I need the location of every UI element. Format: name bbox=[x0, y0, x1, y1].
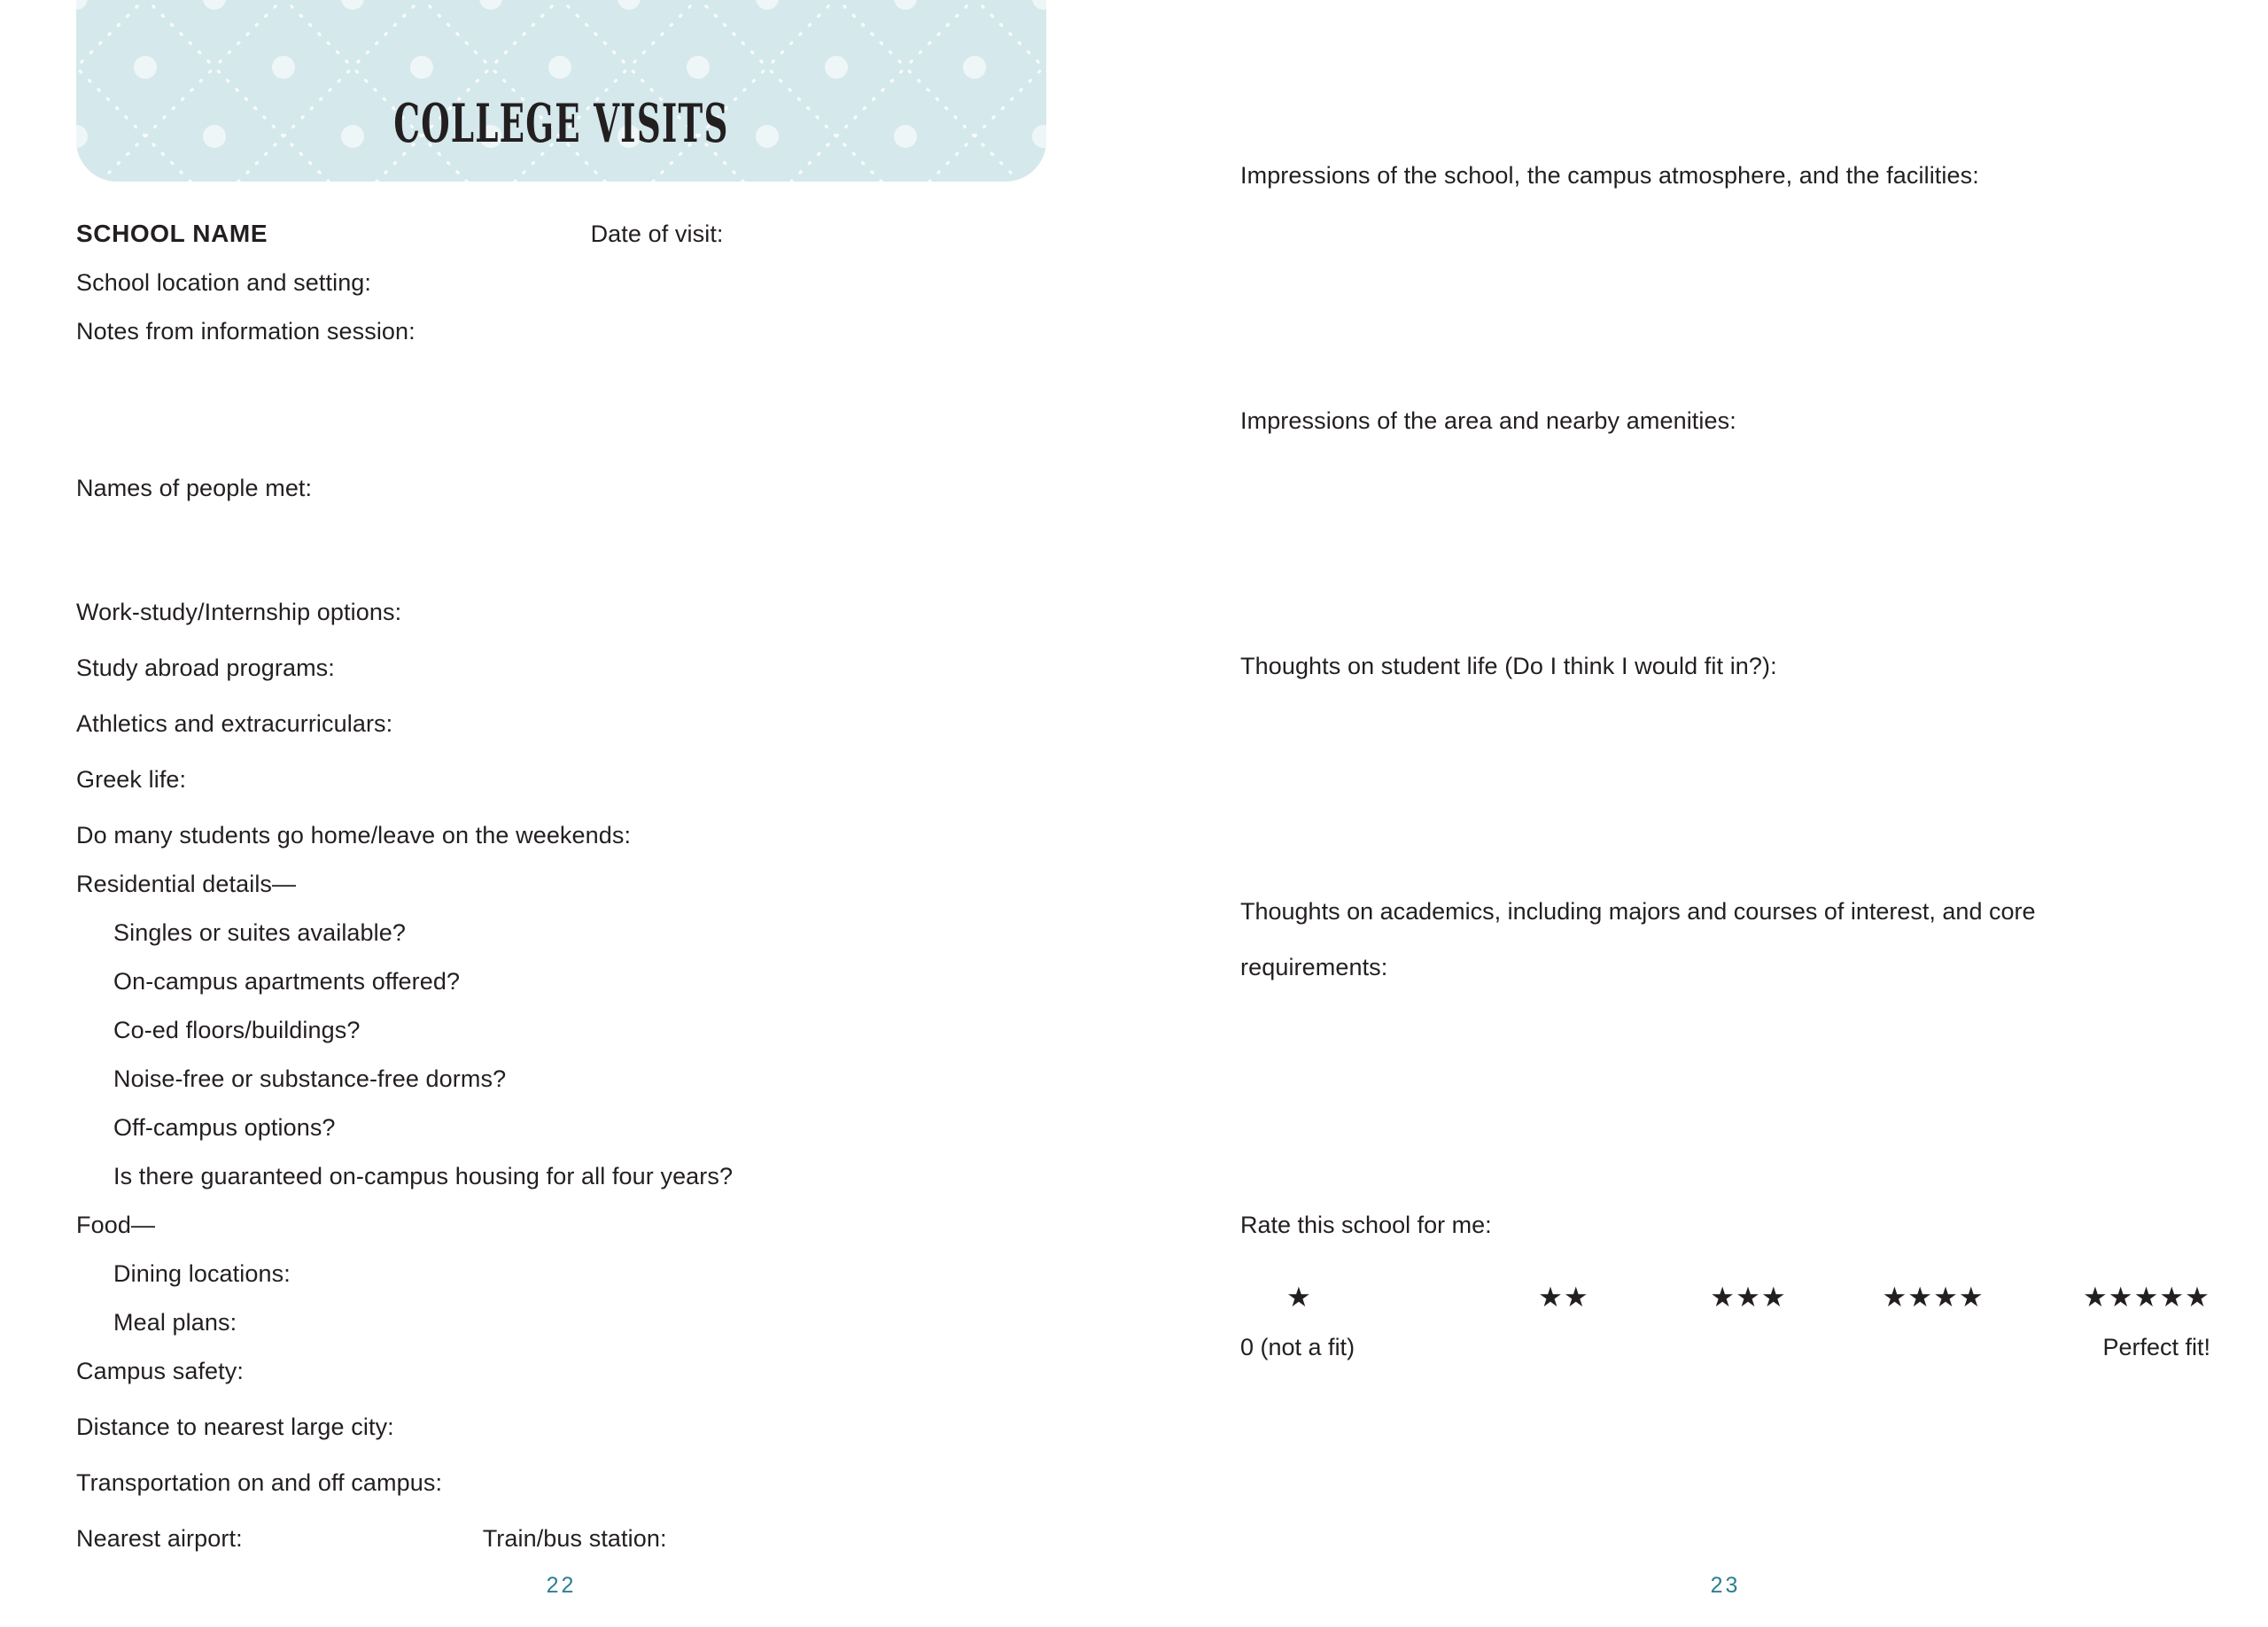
impressions-area-line-4[interactable] bbox=[1240, 552, 2210, 553]
field-row-notes-info-session bbox=[76, 320, 1046, 344]
field-row-residential-1 bbox=[76, 970, 1046, 994]
transportation-input[interactable] bbox=[447, 1485, 1046, 1486]
residential-item-2-input[interactable] bbox=[365, 1033, 1046, 1034]
student-life-label: Thoughts on student life (Do I think I would fit in?): bbox=[1240, 653, 1777, 679]
distance-city-input[interactable] bbox=[400, 1429, 1046, 1430]
train-bus-input[interactable] bbox=[672, 1541, 1046, 1542]
names-people-met-label: Names of people met: bbox=[76, 475, 313, 501]
work-study-label: Work-study/Internship options: bbox=[76, 599, 402, 625]
field-row-distance-city bbox=[76, 1415, 1046, 1439]
impressions-school-input[interactable] bbox=[1984, 178, 2210, 179]
campus-safety-label: Campus safety: bbox=[76, 1358, 244, 1384]
athletics-label: Athletics and extracurriculars: bbox=[76, 710, 393, 737]
names-people-met-input[interactable] bbox=[317, 491, 1046, 492]
student-life-input[interactable] bbox=[1783, 669, 2210, 670]
date-of-visit-label: Date of visit: bbox=[590, 221, 724, 247]
student-life-line-3[interactable] bbox=[1240, 757, 2210, 758]
field-row-airport-station bbox=[76, 1527, 1046, 1551]
work-study-input[interactable] bbox=[407, 615, 1046, 616]
spacer bbox=[1240, 870, 2210, 900]
field-row-residential-0 bbox=[76, 921, 1046, 945]
school-location-label: School location and setting: bbox=[76, 269, 372, 296]
weekends-label: Do many students go home/leave on the weekends: bbox=[76, 822, 632, 848]
residential-item-0-label: Singles or suites available? bbox=[113, 919, 406, 946]
residential-item-3-label: Noise-free or substance-free dorms? bbox=[113, 1065, 507, 1092]
field-row-impressions-school bbox=[1240, 164, 2210, 188]
distance-city-label: Distance to nearest large city: bbox=[76, 1414, 394, 1440]
field-row-school-location bbox=[76, 271, 1046, 295]
residential-details-heading bbox=[76, 872, 1046, 896]
spacer bbox=[76, 583, 1046, 600]
impressions-school-line-4[interactable] bbox=[1240, 306, 2210, 307]
food-item-0-input[interactable] bbox=[296, 1276, 1046, 1277]
right-page bbox=[1240, 0, 2210, 1361]
field-row-school-name bbox=[76, 221, 1046, 246]
food-item-0-label: Dining locations: bbox=[113, 1260, 291, 1287]
rating-option-1-star[interactable]: ★ bbox=[1286, 1282, 1312, 1313]
greek-life-input[interactable] bbox=[191, 782, 1046, 783]
residential-item-0-input[interactable] bbox=[411, 935, 1046, 936]
impressions-area-line-5[interactable] bbox=[1240, 592, 2210, 593]
residential-item-3-input[interactable] bbox=[511, 1081, 1046, 1082]
campus-safety-input[interactable] bbox=[249, 1374, 1046, 1375]
athletics-input[interactable] bbox=[398, 726, 1046, 727]
nearest-airport-input[interactable] bbox=[248, 1541, 483, 1542]
food-item-1-input[interactable] bbox=[242, 1325, 1046, 1326]
field-row-impressions-area bbox=[1240, 409, 2210, 433]
field-row-names-people-met bbox=[76, 476, 1046, 500]
field-row-residential-2 bbox=[76, 1019, 1046, 1042]
field-row-greek-life bbox=[76, 768, 1046, 792]
field-row-work-study bbox=[76, 600, 1046, 624]
food-heading bbox=[76, 1213, 1046, 1237]
notes-info-session-label: Notes from information session: bbox=[76, 318, 416, 345]
residential-details-label: Residential details— bbox=[76, 871, 297, 897]
academics-heading bbox=[1240, 900, 2210, 980]
field-row-athletics bbox=[76, 712, 1046, 736]
field-row-residential-3 bbox=[76, 1067, 1046, 1091]
academics-label-line2: requirements: bbox=[1240, 954, 1388, 980]
study-abroad-label: Study abroad programs: bbox=[76, 655, 335, 681]
residential-item-5-input[interactable] bbox=[738, 1179, 1046, 1180]
spacer bbox=[1240, 624, 2210, 655]
residential-item-2-label: Co-ed floors/buildings? bbox=[113, 1017, 361, 1043]
transportation-label: Transportation on and off campus: bbox=[76, 1469, 443, 1496]
page-number-right: 23 bbox=[1710, 1573, 1741, 1598]
residential-item-5-label: Is there guaranteed on-campus housing for all four years? bbox=[113, 1163, 734, 1189]
school-name-input[interactable] bbox=[273, 236, 590, 237]
left-page bbox=[76, 0, 1046, 1551]
academics-input[interactable] bbox=[1393, 970, 2210, 971]
train-bus-label: Train/bus station: bbox=[482, 1525, 667, 1552]
weekends-input[interactable] bbox=[636, 838, 1046, 839]
residential-item-4-label: Off-campus options? bbox=[113, 1114, 336, 1141]
impressions-school-label: Impressions of the school, the campus atmosphere, and the facilities: bbox=[1240, 162, 1979, 189]
study-abroad-input[interactable] bbox=[340, 670, 1046, 671]
field-row-study-abroad bbox=[76, 656, 1046, 680]
impressions-area-line-3[interactable] bbox=[1240, 512, 2210, 513]
residential-item-1-input[interactable] bbox=[465, 984, 1046, 985]
date-of-visit-input[interactable] bbox=[729, 236, 1046, 237]
field-row-residential-5 bbox=[76, 1165, 1046, 1189]
nearest-airport-label: Nearest airport: bbox=[76, 1525, 243, 1552]
rating-option-3-star[interactable]: ★★★ bbox=[1710, 1282, 1787, 1313]
field-row-transportation bbox=[76, 1471, 1046, 1495]
rating-label: Rate this school for me: bbox=[1240, 1212, 1492, 1238]
school-name-label: SCHOOL NAME bbox=[76, 220, 268, 247]
student-life-line-2[interactable] bbox=[1240, 717, 2210, 718]
rating-stars-row bbox=[1240, 1283, 2210, 1311]
residential-item-1-label: On-campus apartments offered? bbox=[113, 968, 461, 995]
rating-end-labels bbox=[1240, 1334, 2210, 1361]
academics-line-5[interactable] bbox=[1240, 1138, 2210, 1139]
field-row-food-0 bbox=[76, 1262, 1046, 1286]
spacer bbox=[76, 459, 1046, 476]
impressions-area-label: Impressions of the area and nearby amenities: bbox=[1240, 407, 1736, 434]
school-location-input[interactable] bbox=[377, 285, 1046, 286]
page-number-left: 22 bbox=[546, 1573, 577, 1598]
spacer bbox=[1240, 379, 2210, 409]
field-row-food-1 bbox=[76, 1311, 1046, 1335]
student-life-line-5[interactable] bbox=[1240, 837, 2210, 838]
greek-life-label: Greek life: bbox=[76, 766, 187, 793]
field-row-residential-4 bbox=[76, 1116, 1046, 1140]
rating-option-4-star[interactable]: ★★★★ bbox=[1882, 1282, 1984, 1313]
impressions-school-line-2[interactable] bbox=[1240, 227, 2210, 228]
impressions-area-input[interactable] bbox=[1742, 423, 2210, 424]
rating-option-5-star[interactable]: ★★★★★ bbox=[2083, 1282, 2210, 1313]
rating-high-label: Perfect fit! bbox=[2102, 1334, 2210, 1360]
student-life-line-4[interactable] bbox=[1240, 797, 2210, 798]
residential-item-4-input[interactable] bbox=[341, 1130, 1046, 1131]
names-people-met-line-2[interactable] bbox=[76, 550, 1046, 551]
impressions-school-line-5[interactable] bbox=[1240, 346, 2210, 347]
impressions-area-line-2[interactable] bbox=[1240, 472, 2210, 473]
field-row-student-life bbox=[1240, 655, 2210, 678]
notes-info-session-line-3[interactable] bbox=[76, 426, 1046, 427]
academics-line-4[interactable] bbox=[1240, 1098, 2210, 1099]
rating-low-label: 0 (not a fit) bbox=[1240, 1334, 1355, 1360]
field-row-campus-safety bbox=[76, 1360, 1046, 1383]
rating-option-2-star[interactable]: ★★ bbox=[1538, 1282, 1589, 1313]
field-row-weekends bbox=[76, 824, 1046, 848]
notes-info-session-input[interactable] bbox=[421, 334, 1046, 335]
academics-label-line1: Thoughts on academics, including majors and courses of interest, and core bbox=[1240, 898, 2036, 925]
food-item-1-label: Meal plans: bbox=[113, 1309, 237, 1336]
food-label: Food— bbox=[76, 1212, 156, 1238]
notes-info-session-line-2[interactable] bbox=[76, 393, 1046, 394]
academics-line-3[interactable] bbox=[1240, 1058, 2210, 1059]
spacer bbox=[1240, 1171, 2210, 1212]
page-title: COLLEGE VISITS bbox=[393, 93, 729, 155]
